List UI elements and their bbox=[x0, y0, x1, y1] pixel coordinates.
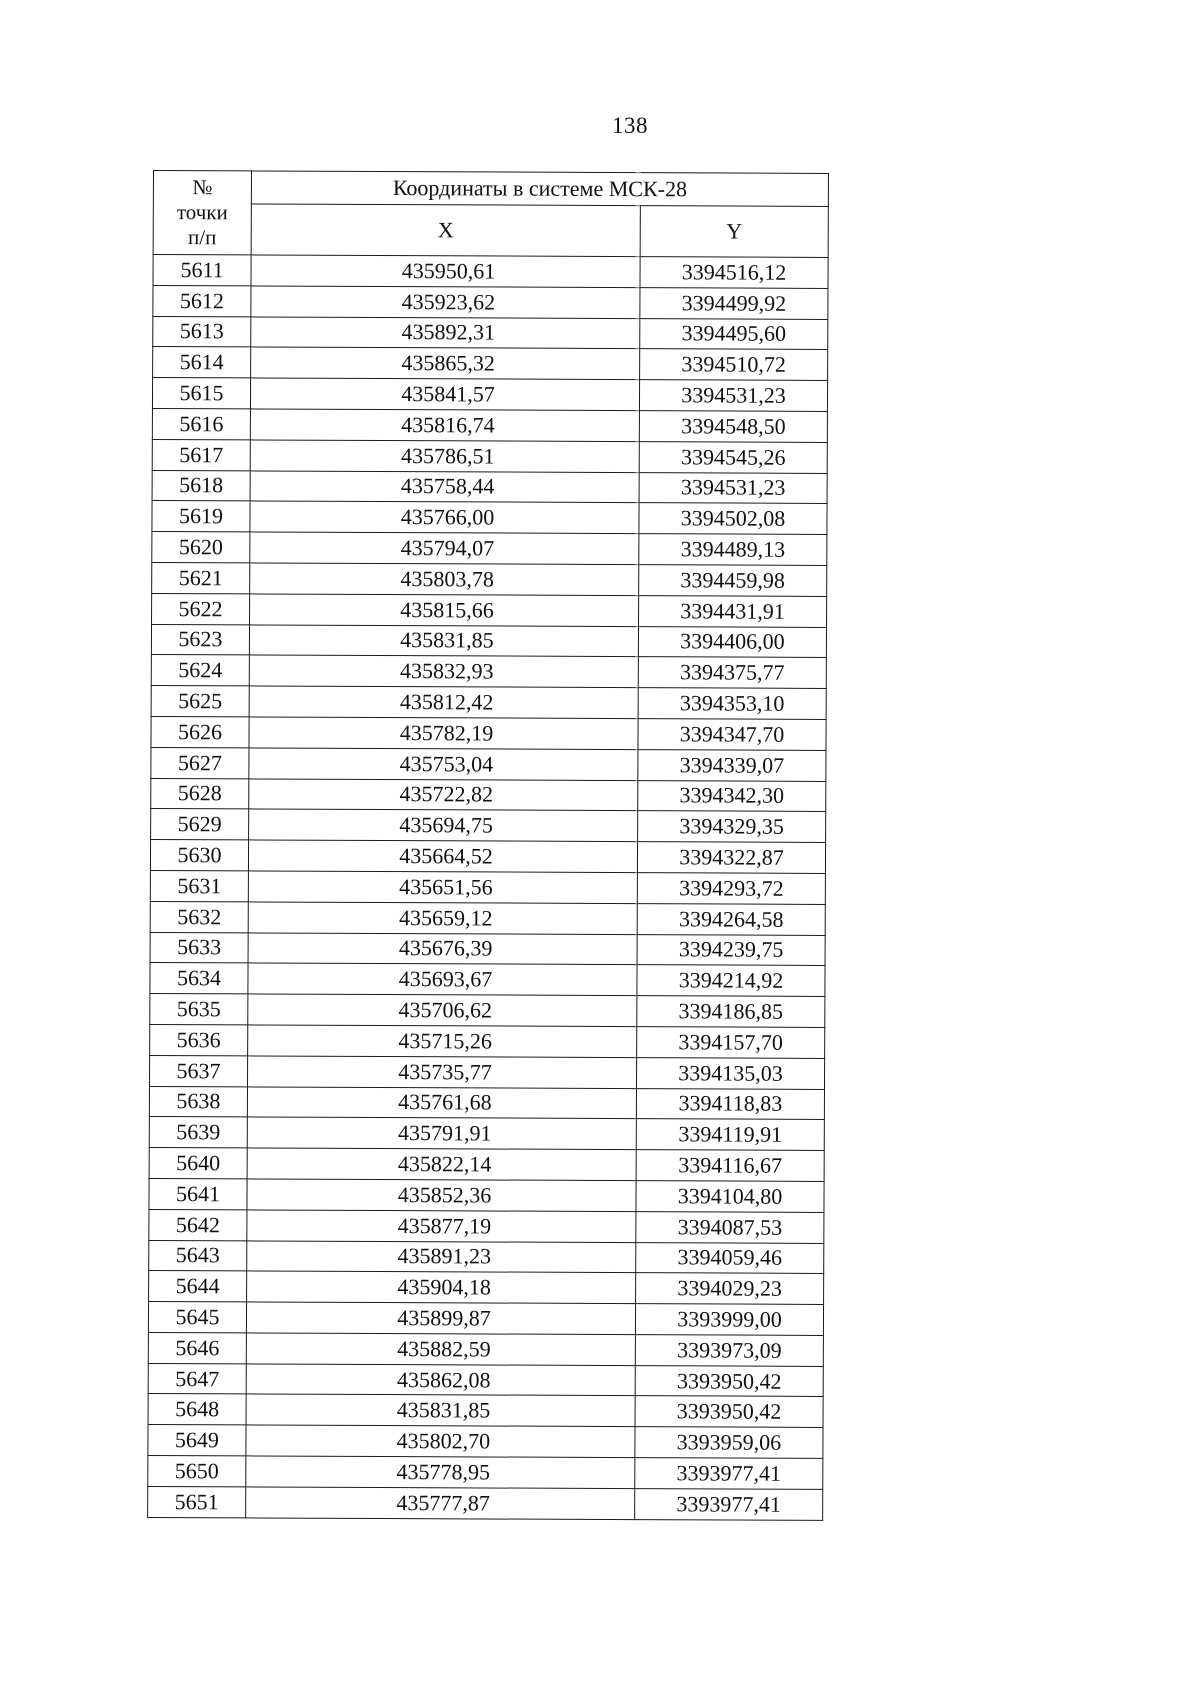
x-coordinate-cell: 435822,14 bbox=[247, 1148, 636, 1180]
table-row bbox=[152, 378, 827, 412]
y-coordinate-cell: 3394322,87 bbox=[637, 842, 825, 874]
point-number-cell: 5650 bbox=[148, 1456, 246, 1487]
x-coordinate-cell: 435831,85 bbox=[246, 1394, 635, 1426]
point-number-cell: 5641 bbox=[149, 1178, 247, 1209]
y-coordinate-cell: 3394264,58 bbox=[637, 903, 825, 935]
y-coordinate-cell: 3394375,77 bbox=[638, 657, 826, 689]
y-coordinate-cell: 3394239,75 bbox=[637, 934, 825, 966]
y-coordinate-cell: 3394135,03 bbox=[636, 1057, 824, 1089]
x-coordinate-cell: 435815,66 bbox=[250, 594, 639, 626]
y-coordinate-cell: 3394087,53 bbox=[636, 1211, 824, 1243]
point-number-cell: 5621 bbox=[152, 562, 250, 593]
point-number-cell: 5637 bbox=[150, 1055, 248, 1086]
x-coordinate-cell: 435791,91 bbox=[247, 1117, 636, 1149]
point-number-cell: 5616 bbox=[152, 408, 250, 439]
table-row bbox=[148, 1425, 823, 1459]
table-row bbox=[149, 1086, 824, 1120]
x-coordinate-cell: 435802,70 bbox=[246, 1425, 635, 1457]
point-number-cell: 5631 bbox=[150, 870, 248, 901]
table-row bbox=[148, 1363, 823, 1397]
table-row bbox=[150, 994, 825, 1028]
y-coordinate-cell: 3394502,08 bbox=[639, 503, 827, 535]
y-coordinate-cell: 3394459,98 bbox=[639, 565, 827, 597]
point-number-cell: 5643 bbox=[149, 1240, 247, 1271]
y-coordinate-cell: 3394406,00 bbox=[638, 626, 826, 658]
point-number-cell: 5623 bbox=[151, 624, 249, 655]
table-row bbox=[150, 870, 825, 904]
x-coordinate-cell: 435816,74 bbox=[250, 409, 639, 441]
point-number-cell: 5615 bbox=[152, 378, 250, 409]
x-coordinate-cell: 435841,57 bbox=[250, 378, 639, 410]
table-row bbox=[148, 1394, 823, 1428]
table-row bbox=[149, 1117, 824, 1151]
point-number-cell: 5617 bbox=[152, 439, 250, 470]
table-body bbox=[148, 255, 829, 1521]
x-coordinate-cell: 435722,82 bbox=[249, 778, 638, 810]
table-row bbox=[151, 809, 826, 843]
table-row bbox=[153, 285, 828, 319]
x-coordinate-cell: 435904,18 bbox=[247, 1271, 636, 1303]
y-coordinate-cell: 3394545,26 bbox=[639, 441, 827, 473]
x-coordinate-cell: 435778,95 bbox=[246, 1456, 635, 1488]
point-number-cell: 5611 bbox=[153, 255, 251, 286]
table-row bbox=[148, 1456, 823, 1490]
x-coordinate-cell: 435923,62 bbox=[251, 286, 640, 318]
page-number: 138 bbox=[612, 113, 648, 138]
point-number-cell: 5638 bbox=[149, 1086, 247, 1117]
table-row bbox=[148, 1332, 823, 1366]
table-row bbox=[149, 1178, 824, 1212]
x-coordinate-cell: 435862,08 bbox=[246, 1364, 635, 1396]
table-row bbox=[152, 562, 827, 596]
point-number-cell: 5649 bbox=[148, 1425, 246, 1456]
y-coordinate-cell: 3394510,72 bbox=[640, 349, 828, 381]
x-coordinate-cell: 435693,67 bbox=[248, 963, 637, 995]
table-row bbox=[149, 1148, 824, 1182]
table-row bbox=[148, 1486, 823, 1520]
point-number-header-line: № bbox=[192, 175, 213, 200]
y-coordinate-cell: 3393950,42 bbox=[635, 1396, 823, 1428]
point-number-cell: 5634 bbox=[150, 963, 248, 994]
point-number-cell: 5642 bbox=[149, 1209, 247, 1240]
y-column-header: Y bbox=[640, 206, 828, 258]
point-number-cell: 5613 bbox=[153, 316, 251, 347]
table-row bbox=[152, 532, 827, 566]
point-number-cell: 5646 bbox=[148, 1332, 246, 1363]
y-coordinate-cell: 3394347,70 bbox=[638, 719, 826, 751]
point-number-cell: 5612 bbox=[153, 285, 251, 316]
x-coordinate-cell: 435761,68 bbox=[247, 1086, 636, 1118]
y-coordinate-cell: 3393950,42 bbox=[635, 1365, 823, 1397]
point-number-cell: 5619 bbox=[152, 501, 250, 532]
x-coordinate-cell: 435950,61 bbox=[251, 255, 640, 287]
y-coordinate-cell: 3394119,91 bbox=[636, 1119, 824, 1151]
table-row bbox=[151, 716, 826, 750]
y-coordinate-cell: 3393977,41 bbox=[635, 1488, 823, 1520]
point-number-cell: 5647 bbox=[148, 1363, 246, 1394]
point-number-cell: 5635 bbox=[150, 994, 248, 1025]
y-coordinate-cell: 3393977,41 bbox=[635, 1458, 823, 1490]
y-coordinate-cell: 3394548,50 bbox=[639, 411, 827, 443]
point-number-cell: 5632 bbox=[150, 901, 248, 932]
table-row bbox=[152, 439, 827, 473]
point-number-cell: 5620 bbox=[152, 532, 250, 563]
y-coordinate-cell: 3394059,46 bbox=[636, 1242, 824, 1274]
x-coordinate-cell: 435758,44 bbox=[250, 471, 639, 503]
point-number-cell: 5644 bbox=[149, 1271, 247, 1302]
x-coordinate-cell: 435865,32 bbox=[251, 347, 640, 379]
table-row bbox=[150, 1024, 825, 1058]
table-row bbox=[153, 316, 828, 350]
point-number-cell: 5624 bbox=[151, 655, 249, 686]
coordinates-table bbox=[147, 170, 829, 1521]
point-number-cell: 5627 bbox=[151, 747, 249, 778]
point-number-cell: 5645 bbox=[148, 1302, 246, 1333]
table-header bbox=[153, 171, 828, 258]
table-row bbox=[151, 747, 826, 781]
y-coordinate-cell: 3394531,23 bbox=[639, 472, 827, 504]
x-coordinate-cell: 435852,36 bbox=[247, 1179, 636, 1211]
table-row bbox=[150, 932, 825, 966]
table-row bbox=[150, 1055, 825, 1089]
y-coordinate-cell: 3393959,06 bbox=[635, 1427, 823, 1459]
x-coordinate-cell: 435659,12 bbox=[248, 902, 637, 934]
x-coordinate-cell: 435651,56 bbox=[248, 871, 637, 903]
point-number-cell: 5628 bbox=[151, 778, 249, 809]
x-coordinate-cell: 435715,26 bbox=[248, 1025, 637, 1057]
table-row bbox=[152, 501, 827, 535]
point-number-header-line: точки bbox=[176, 200, 228, 225]
x-coordinate-cell: 435777,87 bbox=[246, 1487, 635, 1519]
y-coordinate-cell: 3394531,23 bbox=[639, 380, 827, 412]
y-coordinate-cell: 3394495,60 bbox=[640, 318, 828, 350]
point-number-cell: 5651 bbox=[148, 1486, 246, 1517]
table-row bbox=[150, 963, 825, 997]
point-number-header-line: п/п bbox=[187, 225, 217, 250]
x-coordinate-cell: 435831,85 bbox=[249, 624, 638, 656]
header-row-title bbox=[153, 171, 828, 207]
x-coordinate-cell: 435812,42 bbox=[249, 686, 638, 718]
point-number-header bbox=[153, 171, 251, 255]
y-coordinate-cell: 3394516,12 bbox=[640, 257, 828, 289]
x-coordinate-cell: 435892,31 bbox=[251, 317, 640, 349]
x-coordinate-cell: 435794,07 bbox=[250, 532, 639, 564]
point-number-cell: 5625 bbox=[151, 686, 249, 717]
y-coordinate-cell: 3394431,91 bbox=[639, 595, 827, 627]
coordinate-system-header: Координаты в системе МСК-28 bbox=[251, 171, 828, 207]
y-coordinate-cell: 3394329,35 bbox=[638, 811, 826, 843]
x-coordinate-cell: 435891,23 bbox=[247, 1240, 636, 1272]
table-row bbox=[150, 840, 825, 874]
x-coordinate-cell: 435694,75 bbox=[249, 809, 638, 841]
y-coordinate-cell: 3394029,23 bbox=[636, 1273, 824, 1305]
y-coordinate-cell: 3394489,13 bbox=[639, 534, 827, 566]
y-coordinate-cell: 3394214,92 bbox=[637, 965, 825, 997]
y-coordinate-cell: 3394339,07 bbox=[638, 749, 826, 781]
x-coordinate-cell: 435664,52 bbox=[248, 840, 637, 872]
x-coordinate-cell: 435735,77 bbox=[248, 1056, 637, 1088]
x-coordinate-cell: 435899,87 bbox=[246, 1302, 635, 1334]
table-row bbox=[151, 686, 826, 720]
point-number-cell: 5629 bbox=[151, 809, 249, 840]
x-coordinate-cell: 435766,00 bbox=[250, 501, 639, 533]
table-row bbox=[152, 408, 827, 442]
x-coordinate-cell: 435877,19 bbox=[247, 1210, 636, 1242]
y-coordinate-cell: 3394186,85 bbox=[637, 996, 825, 1028]
table-row bbox=[151, 655, 826, 689]
point-number-cell: 5639 bbox=[149, 1117, 247, 1148]
table-row bbox=[149, 1209, 824, 1243]
table-row bbox=[151, 624, 826, 658]
coordinates-table-wrapper bbox=[147, 170, 828, 1521]
point-number-cell: 5618 bbox=[152, 470, 250, 501]
x-coordinate-cell: 435803,78 bbox=[250, 563, 639, 595]
point-number-cell: 5636 bbox=[150, 1024, 248, 1055]
x-column-header: X bbox=[251, 204, 640, 257]
point-number-cell: 5648 bbox=[148, 1394, 246, 1425]
y-coordinate-cell: 3394118,83 bbox=[636, 1088, 824, 1120]
y-coordinate-cell: 3394342,30 bbox=[638, 780, 826, 812]
x-coordinate-cell: 435753,04 bbox=[249, 748, 638, 780]
table-row bbox=[150, 901, 825, 935]
table-row bbox=[152, 470, 827, 504]
point-number-cell: 5614 bbox=[153, 347, 251, 378]
y-coordinate-cell: 3393999,00 bbox=[635, 1304, 823, 1336]
table-row bbox=[149, 1271, 824, 1305]
point-number-cell: 5630 bbox=[150, 840, 248, 871]
y-coordinate-cell: 3394499,92 bbox=[640, 287, 828, 319]
point-number-cell: 5640 bbox=[149, 1148, 247, 1179]
x-coordinate-cell: 435786,51 bbox=[250, 440, 639, 472]
y-coordinate-cell: 3394157,70 bbox=[637, 1027, 825, 1059]
y-coordinate-cell: 3394293,72 bbox=[637, 873, 825, 905]
point-number-cell: 5626 bbox=[151, 716, 249, 747]
x-coordinate-cell: 435676,39 bbox=[248, 932, 637, 964]
table-row bbox=[148, 1302, 823, 1336]
y-coordinate-cell: 3393973,09 bbox=[635, 1335, 823, 1367]
y-coordinate-cell: 3394353,10 bbox=[638, 688, 826, 720]
x-coordinate-cell: 435882,59 bbox=[246, 1333, 635, 1365]
y-coordinate-cell: 3394116,67 bbox=[636, 1150, 824, 1182]
x-coordinate-cell: 435782,19 bbox=[249, 717, 638, 749]
table-row bbox=[152, 593, 827, 627]
table-row bbox=[151, 778, 826, 812]
point-number-cell: 5633 bbox=[150, 932, 248, 963]
x-coordinate-cell: 435706,62 bbox=[248, 994, 637, 1026]
y-coordinate-cell: 3394104,80 bbox=[636, 1181, 824, 1213]
table-row bbox=[149, 1240, 824, 1274]
point-number-cell: 5622 bbox=[152, 593, 250, 624]
x-coordinate-cell: 435832,93 bbox=[249, 655, 638, 687]
header-row-axes bbox=[153, 204, 828, 258]
table-row bbox=[153, 255, 828, 289]
table-row bbox=[153, 347, 828, 381]
